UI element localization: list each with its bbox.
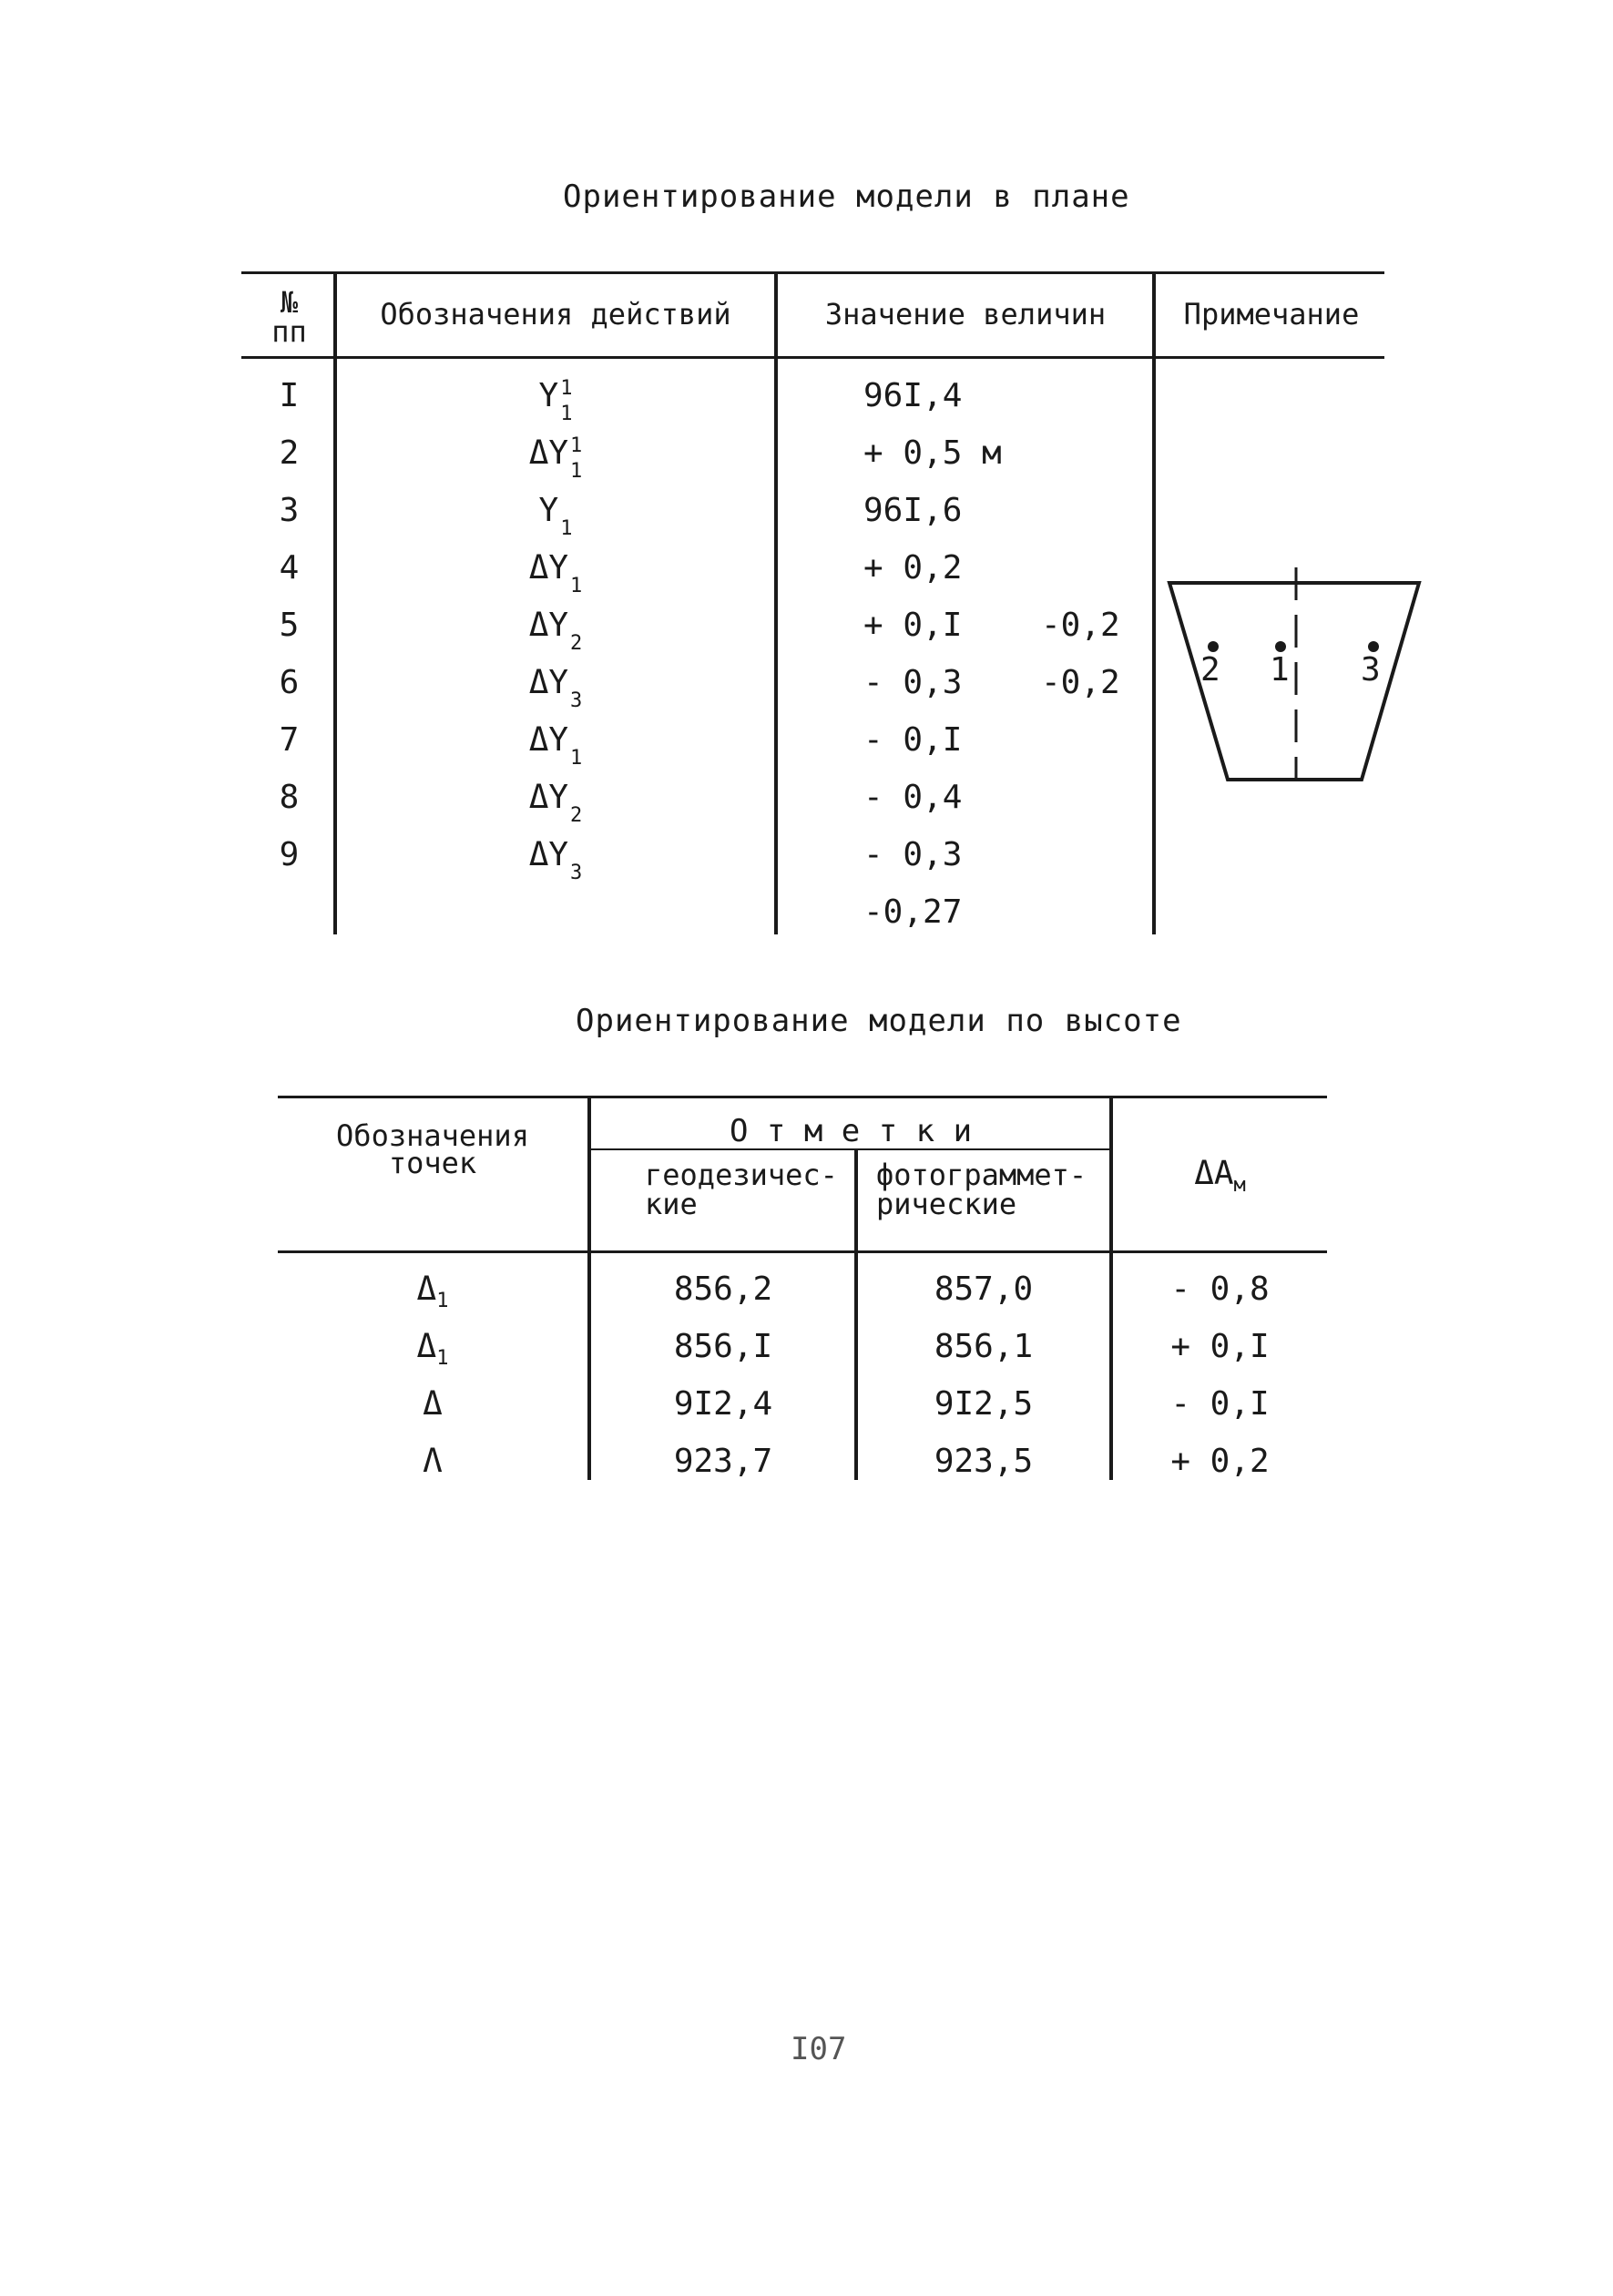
value: 96I,6 bbox=[863, 492, 963, 529]
value-extra: -0,2 bbox=[1041, 664, 1120, 701]
row-number: 9 bbox=[279, 836, 300, 873]
value: + 0,I bbox=[863, 607, 963, 644]
table1-col-divider bbox=[333, 271, 337, 934]
symbol-base: ΔY bbox=[528, 721, 569, 759]
symbol-subscript: 1 bbox=[560, 403, 573, 425]
row-number: 6 bbox=[279, 664, 300, 701]
action-symbol bbox=[339, 549, 772, 597]
row-number: 5 bbox=[279, 607, 300, 644]
page-number: I07 bbox=[791, 2031, 847, 2067]
header-marks-group: О т м е т к и bbox=[729, 1113, 973, 1149]
value: - 0,3 bbox=[863, 664, 963, 701]
value: - 0,3 bbox=[863, 836, 963, 873]
symbol-indices bbox=[570, 553, 583, 597]
symbol-subscript: 2 bbox=[570, 632, 583, 655]
symbol-indices bbox=[560, 377, 573, 425]
row-number: 7 bbox=[279, 721, 300, 759]
point-symbol bbox=[278, 1443, 587, 1480]
symbol-superscript bbox=[560, 495, 572, 512]
action-symbol bbox=[339, 664, 772, 712]
point-symbol bbox=[278, 1270, 587, 1312]
geodetic-value: 856,2 bbox=[673, 1270, 773, 1308]
geodetic-value: 9I2,4 bbox=[673, 1385, 773, 1423]
row-number: 2 bbox=[279, 434, 300, 472]
point-symbol-base: Δ bbox=[416, 1270, 437, 1308]
value: + 0,5 м bbox=[863, 434, 1002, 472]
action-symbol bbox=[339, 721, 772, 770]
delta-value: - 0,I bbox=[1170, 1385, 1270, 1423]
symbol-base: ΔY bbox=[528, 549, 569, 587]
point-symbol-base: Δ bbox=[423, 1385, 443, 1423]
action-symbol bbox=[339, 377, 772, 425]
photogrammetric-value: 923,5 bbox=[934, 1443, 1034, 1480]
table1-col-divider bbox=[1152, 271, 1156, 934]
row-number: 4 bbox=[279, 549, 300, 587]
geodetic-value: 856,I bbox=[673, 1328, 773, 1365]
value: - 0,I bbox=[863, 721, 963, 759]
action-symbol bbox=[339, 492, 772, 540]
symbol-base: ΔY bbox=[528, 607, 569, 644]
delta-value: - 0,8 bbox=[1170, 1270, 1270, 1308]
point-symbol bbox=[278, 1385, 587, 1423]
row-number: 3 bbox=[279, 492, 300, 529]
symbol-indices bbox=[570, 725, 583, 770]
symbol-indices bbox=[570, 434, 583, 483]
symbol-base: ΔY bbox=[528, 779, 569, 816]
action-symbol bbox=[339, 836, 772, 884]
point-symbol-base: Λ bbox=[423, 1443, 443, 1480]
table1-top-rule bbox=[241, 271, 1384, 274]
diagram-label-2: 2 bbox=[1200, 651, 1220, 689]
diagram-label-1: 1 bbox=[1270, 651, 1290, 689]
diagram-label-3: 3 bbox=[1361, 651, 1381, 689]
symbol-superscript bbox=[570, 668, 582, 684]
geodetic-value: 923,7 bbox=[673, 1443, 773, 1480]
symbol-subscript: 1 bbox=[560, 517, 573, 540]
symbol-superscript bbox=[570, 840, 582, 856]
delta-value: + 0,I bbox=[1170, 1328, 1270, 1365]
header-action: Обозначения действий bbox=[380, 297, 731, 332]
table1-header-rule bbox=[241, 356, 1384, 359]
symbol-base: Y bbox=[538, 377, 559, 414]
point-symbol-base: Δ bbox=[416, 1328, 437, 1365]
symbol-base: Y bbox=[538, 492, 559, 529]
symbol-indices bbox=[570, 840, 583, 884]
symbol-superscript bbox=[570, 782, 582, 799]
point-symbol-subscript: 1 bbox=[436, 1290, 449, 1313]
table2-top-rule bbox=[278, 1096, 1327, 1098]
symbol-indices bbox=[570, 782, 583, 827]
photogrammetric-value: 9I2,5 bbox=[934, 1385, 1034, 1423]
value: - 0,4 bbox=[863, 779, 963, 816]
delta-value: + 0,2 bbox=[1170, 1443, 1270, 1480]
symbol-indices bbox=[560, 495, 573, 540]
point-symbol-subscript: 1 bbox=[436, 1347, 449, 1371]
photogrammetric-value: 856,1 bbox=[934, 1328, 1034, 1365]
value: -0,27 bbox=[863, 893, 963, 931]
value: + 0,2 bbox=[863, 549, 963, 587]
table2-title: Ориентирование модели по высоте bbox=[576, 1003, 1182, 1039]
table2-col-divider bbox=[854, 1150, 858, 1480]
symbol-base: ΔY bbox=[528, 434, 569, 472]
value: 96I,4 bbox=[863, 377, 963, 414]
point-symbol bbox=[278, 1328, 587, 1370]
symbol-indices bbox=[570, 668, 583, 712]
header-photogrammetric: фотограммет- рические bbox=[876, 1158, 1087, 1221]
header-geodetic: геодезичес- кие bbox=[645, 1158, 838, 1221]
symbol-subscript: 1 bbox=[570, 747, 583, 770]
photogrammetric-value: 857,0 bbox=[934, 1270, 1034, 1308]
action-symbol bbox=[339, 607, 772, 655]
value-extra: -0,2 bbox=[1041, 607, 1120, 644]
row-number: 8 bbox=[279, 779, 300, 816]
symbol-subscript: 1 bbox=[570, 575, 583, 597]
header-delta: $\Delta A_м$ bbox=[1194, 1155, 1246, 1198]
header-value: Значение величин bbox=[824, 297, 1107, 332]
table1-col-divider bbox=[774, 271, 778, 934]
header-points: Обозначения точек bbox=[336, 1118, 529, 1180]
header-num: № пп bbox=[271, 285, 307, 349]
action-symbol bbox=[339, 434, 772, 483]
symbol-base: ΔY bbox=[528, 836, 569, 873]
symbol-subscript: 2 bbox=[570, 804, 583, 827]
symbol-superscript: 1 bbox=[570, 434, 583, 457]
table1-title: Ориентирование модели в плане bbox=[563, 179, 1130, 215]
table2-col-divider bbox=[587, 1096, 591, 1480]
symbol-subscript: 1 bbox=[570, 460, 583, 483]
symbol-superscript bbox=[570, 610, 582, 627]
symbol-superscript bbox=[570, 553, 582, 569]
symbol-subscript: 3 bbox=[570, 862, 583, 884]
table2-header-rule bbox=[278, 1250, 1327, 1253]
symbol-subscript: 3 bbox=[570, 689, 583, 712]
symbol-indices bbox=[570, 610, 583, 655]
symbol-superscript bbox=[570, 725, 582, 741]
row-number: I bbox=[279, 377, 300, 414]
symbol-base: ΔY bbox=[528, 664, 569, 701]
action-symbol bbox=[339, 779, 772, 827]
symbol-superscript: 1 bbox=[560, 377, 573, 400]
header-note: Примечание bbox=[1183, 297, 1360, 332]
